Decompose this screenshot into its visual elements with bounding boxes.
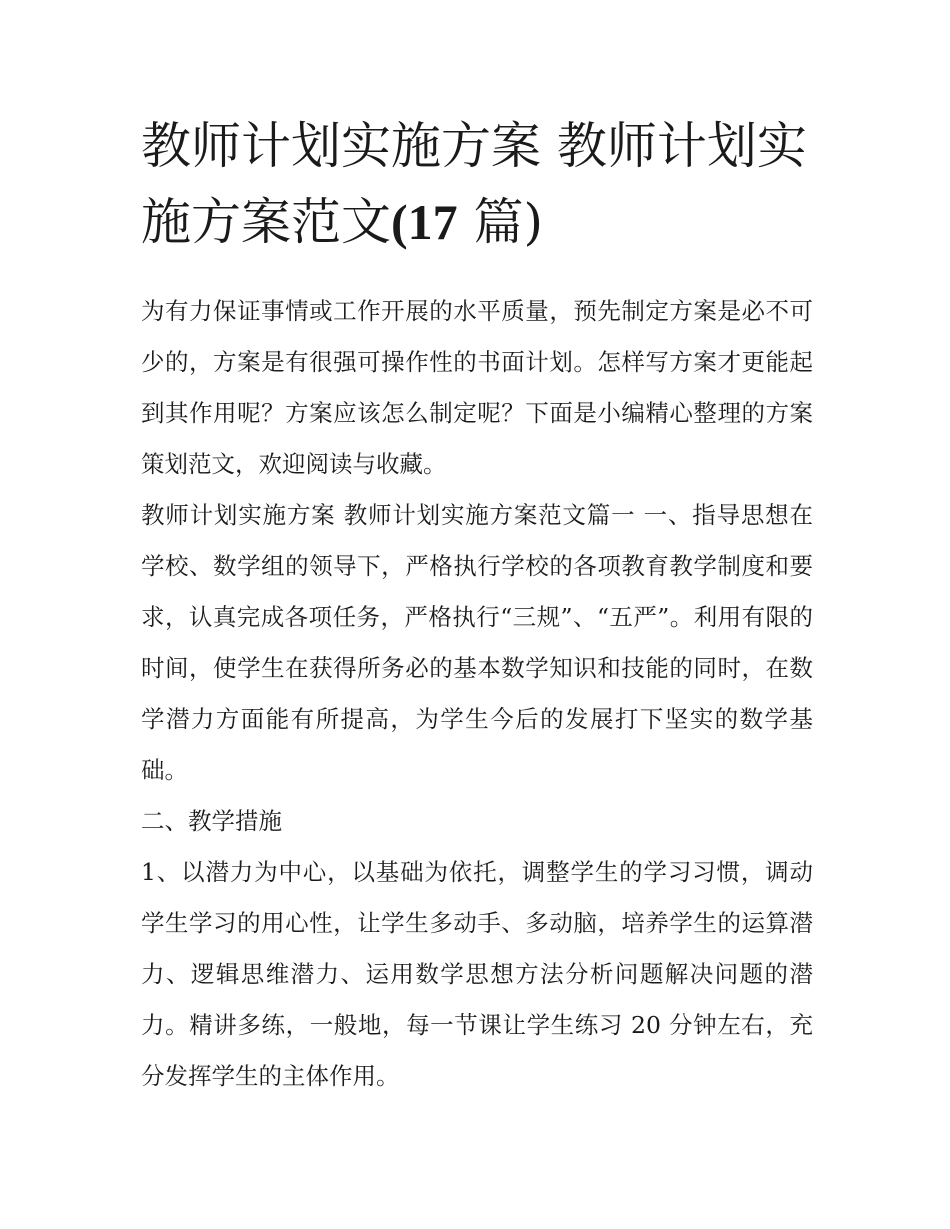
section-heading-teaching-measures: 二、教学措施	[141, 807, 282, 835]
document-body	[141, 108, 813, 1102]
title-count: (17	[391, 194, 458, 250]
title-suffix: 篇)	[457, 193, 544, 251]
measure-item-1: 1、以潜力为中心，以基础为依托，调整学生的学习习惯，调动学生学习的用心性，让学生多动手、多动脑，培养学生的运算潜力、逻辑思维潜力、运用数学思想方法分析问题解决问题的潜力。精讲多练，一般地，每一节课让学生练习 20 分钟左右，充分发挥学生的主体作用。	[141, 858, 813, 1090]
guiding-ideology-paragraph: 教师计划实施方案 教师计划实施方案范文篇一 一、指导思想在学校、数学组的领导下，严格执行学校的各项教育教学制度和要求，认真完成各项任务，严格执行“三规”、“五严”。利用有限的时间，使学生在获得所务必的基本数学知识和技能的同时，在数学潜力方面能有所提高，为学生今后的发展打下坚实的数学基础。	[141, 501, 813, 784]
intro-paragraph: 为有力保证事情或工作开展的水平质量，预先制定方案是必不可少的，方案是有很强可操作性的书面计划。怎样写方案才更能起到其作用呢？方案应该怎么制定呢？下面是小编精心整理的方案策划范文，欢迎阅读与收藏。	[141, 297, 813, 478]
document-title	[141, 108, 813, 260]
title-text: 教师计划实施方案 教师计划实施方案范文	[141, 117, 807, 251]
